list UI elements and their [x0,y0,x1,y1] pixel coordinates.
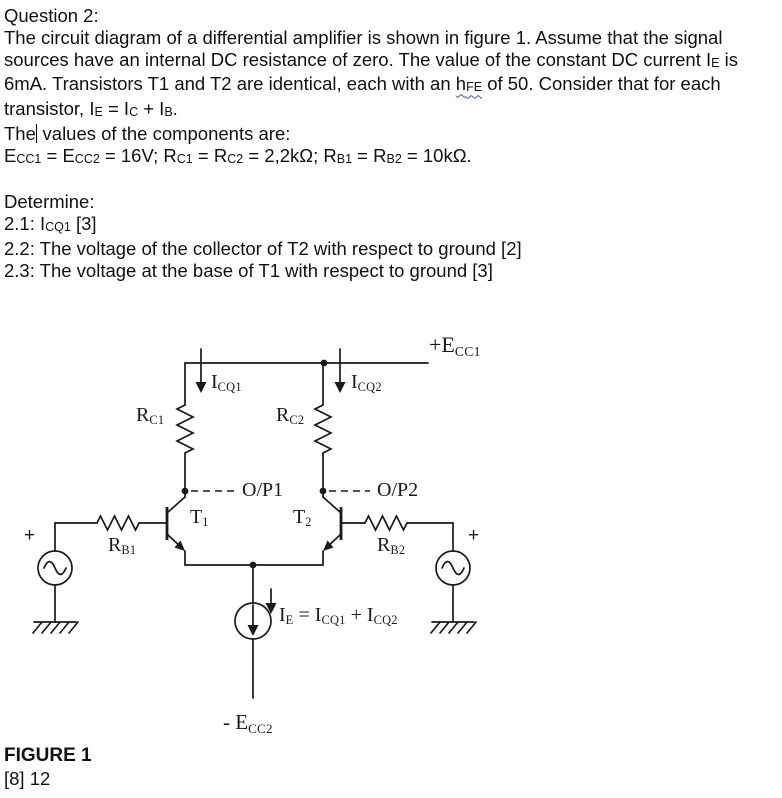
para-line-4 [4,98,780,123]
text-run: Determine: [4,191,95,213]
text-run: of 50. Consider that for each [482,73,721,95]
text-run: +E [429,332,455,357]
subscript-text: B2 [386,151,402,166]
text-run: = 10kΩ. [401,144,472,166]
resistor-rc2 [315,363,331,497]
subscript-text: B2 [390,543,406,558]
subscript-text: CQ1 [321,613,346,628]
page-marks: [8] 12 [4,768,51,789]
determine-line [4,191,780,213]
para-line-3 [4,73,780,98]
icq2-arrow-icon [335,349,346,393]
text-run: E [4,144,17,166]
label-plus-right [468,525,479,547]
current-source [235,565,271,698]
text-run: = R [192,144,228,166]
label-rc2 [276,404,304,427]
text-run: = I [102,98,130,120]
label-positive-supply [429,332,481,358]
text-run: 2.3: The voltage at the base of T1 with respect to ground [3] [4,259,493,281]
label-t1 [190,506,209,529]
resistor-rb1 [55,516,139,530]
label-t2 [293,506,312,529]
text-run: . [172,98,178,120]
subscript-text: B [164,105,173,120]
subscript-text: B1 [336,151,353,166]
label-ie-equation [279,604,398,627]
subscript-text: C [129,105,139,120]
blank-line [4,170,780,192]
subscript-text: CC1 [16,151,42,166]
text-run: values of the components are: [37,122,291,144]
subscript-text: B1 [121,543,137,558]
text-run: I [351,371,358,393]
text-run: [3] [70,213,97,235]
text-run: transistor, I [4,98,95,120]
subscript-text: C2 [289,413,305,428]
subscript-text: 2 [305,515,312,530]
text-run: + I [345,604,374,626]
ground-icon-left [33,622,78,633]
subscript-text: FE [466,80,483,95]
subscript-text: CQ1 [217,380,242,395]
transistor-t1 [139,497,185,565]
subscript-text: 1 [202,515,209,530]
signal-source-left [38,523,72,622]
label-icq2 [351,371,382,394]
text-run: + [24,525,36,546]
resistor-rc1 [177,363,193,497]
text-run: O/P1 [242,479,284,501]
icq1-arrow-icon [196,349,207,393]
text-run: + I [138,98,165,120]
subscript-text: CQ2 [357,380,382,395]
ground-icon-right [431,622,476,633]
text-run: R [377,534,391,556]
subscript-text: C1 [176,151,193,166]
label-rb2 [377,534,405,557]
text-run: R [276,404,290,426]
resistor-rb2 [365,516,453,530]
text-run: Question 2: [4,5,99,26]
output-node-op2 [320,488,370,495]
question-2-1 [4,213,780,238]
text-run: = 16V; R [99,144,177,166]
label-op2 [377,479,418,502]
text-run: 6mA. Transistors T1 and T2 are identical, each with an [4,73,456,95]
text-run: T [293,506,306,528]
text-run: 2.1: I [4,213,46,235]
text-run: = R [352,144,387,166]
para-line-2 [4,49,780,74]
text-run: T [190,506,203,528]
label-plus-left [24,525,35,547]
subscript-text: CQ2 [373,613,398,628]
component-values-line [4,145,780,170]
text-run: I [211,371,218,393]
question-2-2 [4,238,780,260]
para-line-5 [4,123,780,145]
output-node-op1 [182,488,234,495]
text-run: is [719,48,738,70]
subscript-text: CC1 [454,343,481,359]
label-icq1 [211,371,242,394]
ie-arrow-icon [266,589,277,614]
document-text[interactable] [4,5,780,282]
subscript-text: E [94,105,103,120]
question-2-3 [4,260,780,282]
text-run: 2.2: The voltage of the collector of T2 with respect to ground [2] [4,237,522,259]
transistor-t2 [323,497,365,565]
subscript-text: CC2 [248,720,273,736]
label-rb1 [108,534,136,557]
text-run: R [108,534,122,556]
text-run: O/P2 [377,479,419,501]
subscript-text: E [285,613,294,628]
subscript-text: CC2 [74,151,100,166]
text-run: + [468,525,480,546]
text-run: I [279,604,286,626]
subscript-text: E [711,55,720,70]
label-rc1 [136,404,164,427]
figure-caption: FIGURE 1 [4,745,92,766]
text-run: = I [293,604,322,626]
subscript-text: CQ1 [45,220,71,235]
question-title [4,5,780,27]
label-op1 [242,479,283,502]
subscript-text: C2 [227,151,244,166]
text-run: - E [223,710,249,734]
text-run: The [4,122,36,144]
supply-rail [185,360,428,367]
text-run: h [455,73,467,95]
text-run: = 2,2kΩ; R [243,144,337,166]
subscript-text: C1 [149,413,165,428]
text-run: sources have an internal DC resistance of zero. The value of the constant DC current I [4,48,712,70]
signal-source-right [436,523,470,622]
text-run: The circuit diagram of a differential amplifier is shown in figure 1. Assume that the signal [4,26,723,48]
text-run: = E [41,144,75,166]
text-run: R [136,404,150,426]
emitter-rail [185,562,323,569]
label-negative-supply [223,710,273,735]
para-line-1 [4,27,780,49]
